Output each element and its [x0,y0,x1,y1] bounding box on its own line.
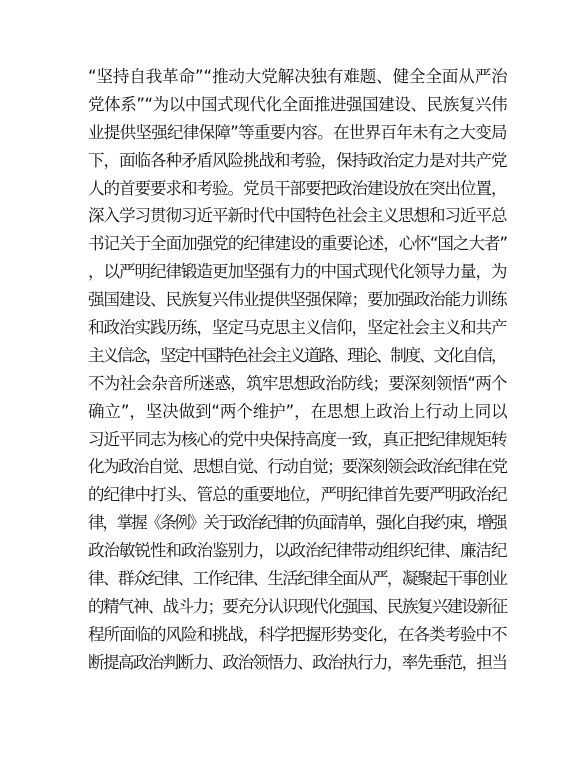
text-line: 下，面临各种矛盾风险挑战和考验，保持政治定力是对共产党 [88,150,507,170]
text-line: 业提供坚强纪律保障”等重要内容。在世界百年未有之大变局 [88,122,507,142]
text-line: 书记关于全面加强党的纪律建设的重要论述，心怀“国之大者” [88,234,508,254]
text-line: 政治敏锐性和政治鉴别力，以政治纪律带动组织纪律、廉洁纪 [88,541,507,561]
text-line: 习近平同志为核心的党中央保持高度一致，真正把纪律规矩转 [88,429,507,449]
text-line: 强国建设、民族复兴伟业提供坚强保障；要加强政治能力训练 [88,290,507,310]
text-line: 断提高政治判断力、政治领悟力、政治执行力，率先垂范，担当 [88,652,507,672]
text-line: 律、群众纪律、工作纪律、生活纪律全面从严，凝聚起干事创业 [88,569,507,589]
text-line: 党体系”“为以中国式现代化全面推进强国建设、民族复兴伟 [88,94,508,114]
text-line: ，以严明纪律锻造更加坚强有力的中国式现代化领导力量，为 [88,262,507,282]
text-line: 深入学习贯彻习近平新时代中国特色社会主义思想和习近平总 [88,206,507,226]
text-line: 不为社会杂音所迷惑，筑牢思想政治防线；要深刻领悟“两个 [88,373,507,393]
text-line: 的纪律中打头、管总的重要地位，严明纪律首先要严明政治纪 [88,485,507,505]
text-line: “坚持自我革命”“推动大党解决独有难题、健全全面从严治 [88,67,508,86]
text-line: 确立”，坚决做到“两个维护”，在思想上政治上行动上同以 [88,401,508,421]
text-line: 的精气神、战斗力；要充分认识现代化强国、民族复兴建设新征 [88,596,507,616]
text-line: 主义信念，坚定中国特色社会主义道路、理论、制度、文化自信， [88,345,506,365]
text-line: 和政治实践历练，坚定马克思主义信仰，坚定社会主义和共产 [88,318,507,338]
text-line: 人的首要要求和考验。党员干部要把政治建设放在突出位置， [88,178,507,198]
text-line: 程所面临的风险和挑战，科学把握形势变化，在各类考验中不 [88,624,507,644]
text-line: 化为政治自觉、思想自觉、行动自觉；要深刻领会政治纪律在党 [88,457,507,477]
text-line: 律，掌握《条例》关于政治纪律的负面清单，强化自我约束，增强 [88,513,506,533]
body-paragraph [88,63,508,677]
